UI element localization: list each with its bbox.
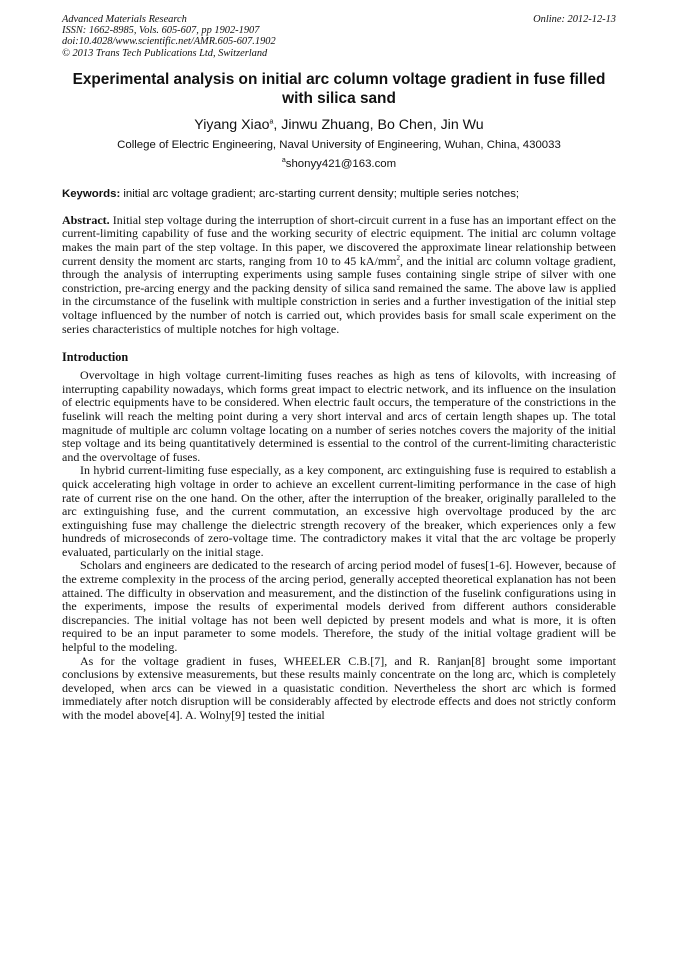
copyright-line: © 2013 Trans Tech Publications Ltd, Switzerland xyxy=(62,47,268,59)
doi-line: doi:10.4028/www.scientific.net/AMR.605-607.1902 xyxy=(62,36,276,48)
journal-name: Advanced Materials Research xyxy=(62,14,187,25)
journal-header xyxy=(62,14,616,59)
abstract xyxy=(62,214,616,336)
email-address: shonyy421@163.com xyxy=(285,157,397,170)
keywords xyxy=(62,187,616,201)
author-list xyxy=(62,116,616,134)
author-email xyxy=(62,157,616,171)
abstract-label: Abstract. xyxy=(62,212,110,227)
intro-paragraph-4: As for the voltage gradient in fuses, WHEELER C.B.[7], and R. Ranjan[8] brought some important conclusions by extensive measurements, but these results mainly concentrate on the long arc, which is completely developed, when arcs can be viewed in a quasistatic condition. Nevertheless the short arc which is formed immediately after notch disruption will be considerably affected by electrode effects and does not strictly conform with the model above[4]. A. Wolny[9] tested the initial xyxy=(62,653,616,722)
online-date: Online: 2012-12-13 xyxy=(533,14,616,25)
abstract-text-2: , and the initial arc column voltage gradient, through the analysis of interrupting experiments using sample fuses containing single stripe of silver with one constriction, pre-arcing energy and the packing density of silica sand remained the same. The above law is applied in the circumstance of the fuselink with multiple constriction in series and a further investigation of the initial step voltage influenced by the number of notch is carried out, which provides basis for small scale experiment on the series characteristics of multiple notches for high voltage. xyxy=(62,253,617,336)
paper-title: Experimental analysis on initial arc column voltage gradient in fuse filled with silica sand xyxy=(72,70,606,107)
other-authors: , Jinwu Zhuang, Bo Chen, Jin Wu xyxy=(273,116,484,133)
intro-paragraph-2: In hybrid current-limiting fuse especially, as a key component, arc extinguishing fuse is required to establish a quick accelerating high voltage in order to achieve an excellent current-limiting performance in the case of high rate of current rise on the one hand. On the other, after the interruption of the breaker, originally paralleled to the arc extinguishing fuse, and the current commutation, an excessive high overvoltage produced by the arc extinguishing fuse may challenge the dielectric strength recovery of the breaker, which experiences only a few hundreds of microseconds of zero-voltage time. The contradictory makes it vital that the arc voltage be properly evaluated, particularly on the initial stage. xyxy=(62,463,616,559)
intro-paragraph-3: Scholars and engineers are dedicated to the research of arcing period model of fuses[1-6]. However, because of the extreme complexity in the process of the arcing period, generally accepted theoretical explanation has not been attained. The difficulty in observation and measurement, and the distinction of the fuselink configurations using in the experiments, impose the results of experimental models derived from different authors considerable discrepancies. The initial voltage has not been well depicted by present models and what is more, it is often required to be an input parameter to some models. Therefore, the study of the initial voltage gradient will be helpful to the modeling. xyxy=(62,558,616,655)
affiliation: College of Electric Engineering, Naval University of Engineering, Wuhan, China, 430033 xyxy=(117,138,561,151)
author-affiliation-mark: a xyxy=(269,118,274,126)
abstract-text-1: Initial step voltage during the interruption of short-circuit current in a fuse has an important effect on the current-limiting capability of fuse and the working security of electric equipment. The initial arc column voltage makes the main part of the step voltage. In this paper, we discovered the approximate linear relationship between current density the moment arc starts, ranging from 10 to 45 kA/mm xyxy=(62,212,616,268)
abstract-superscript: 2 xyxy=(396,253,400,262)
keywords-text: initial arc voltage gradient; arc-starting current density; multiple series notches; xyxy=(120,187,520,200)
section-heading-introduction: Introduction xyxy=(62,350,129,365)
intro-paragraph-1: Overvoltage in high voltage current-limiting fuses reaches as high as tens of kilovolts, with increasing of interrupting capability nowadays, which forms great impact to electric network, and its influence on the insulation of electric equipments have to be considered. When electric fault occurs, the temperature of the constrictions in the fuselink will reach the melting point during a very short interval and arcs of certain length shapes up. The total magnitude of multiple arc column voltage locating on a number of series notches covers the majority of the initial step voltage and its being quantitatively determined is essential to the control of the current-limiting characteristic and the overvoltage of fuses. xyxy=(62,368,616,464)
email-mark: a xyxy=(281,157,286,165)
first-author: Yiyang Xiao xyxy=(194,116,270,133)
issn-line: ISSN: 1662-8985, Vols. 605-607, pp 1902-1907 xyxy=(62,25,260,37)
paper-page xyxy=(62,14,616,723)
keywords-label: Keywords: xyxy=(62,187,121,200)
